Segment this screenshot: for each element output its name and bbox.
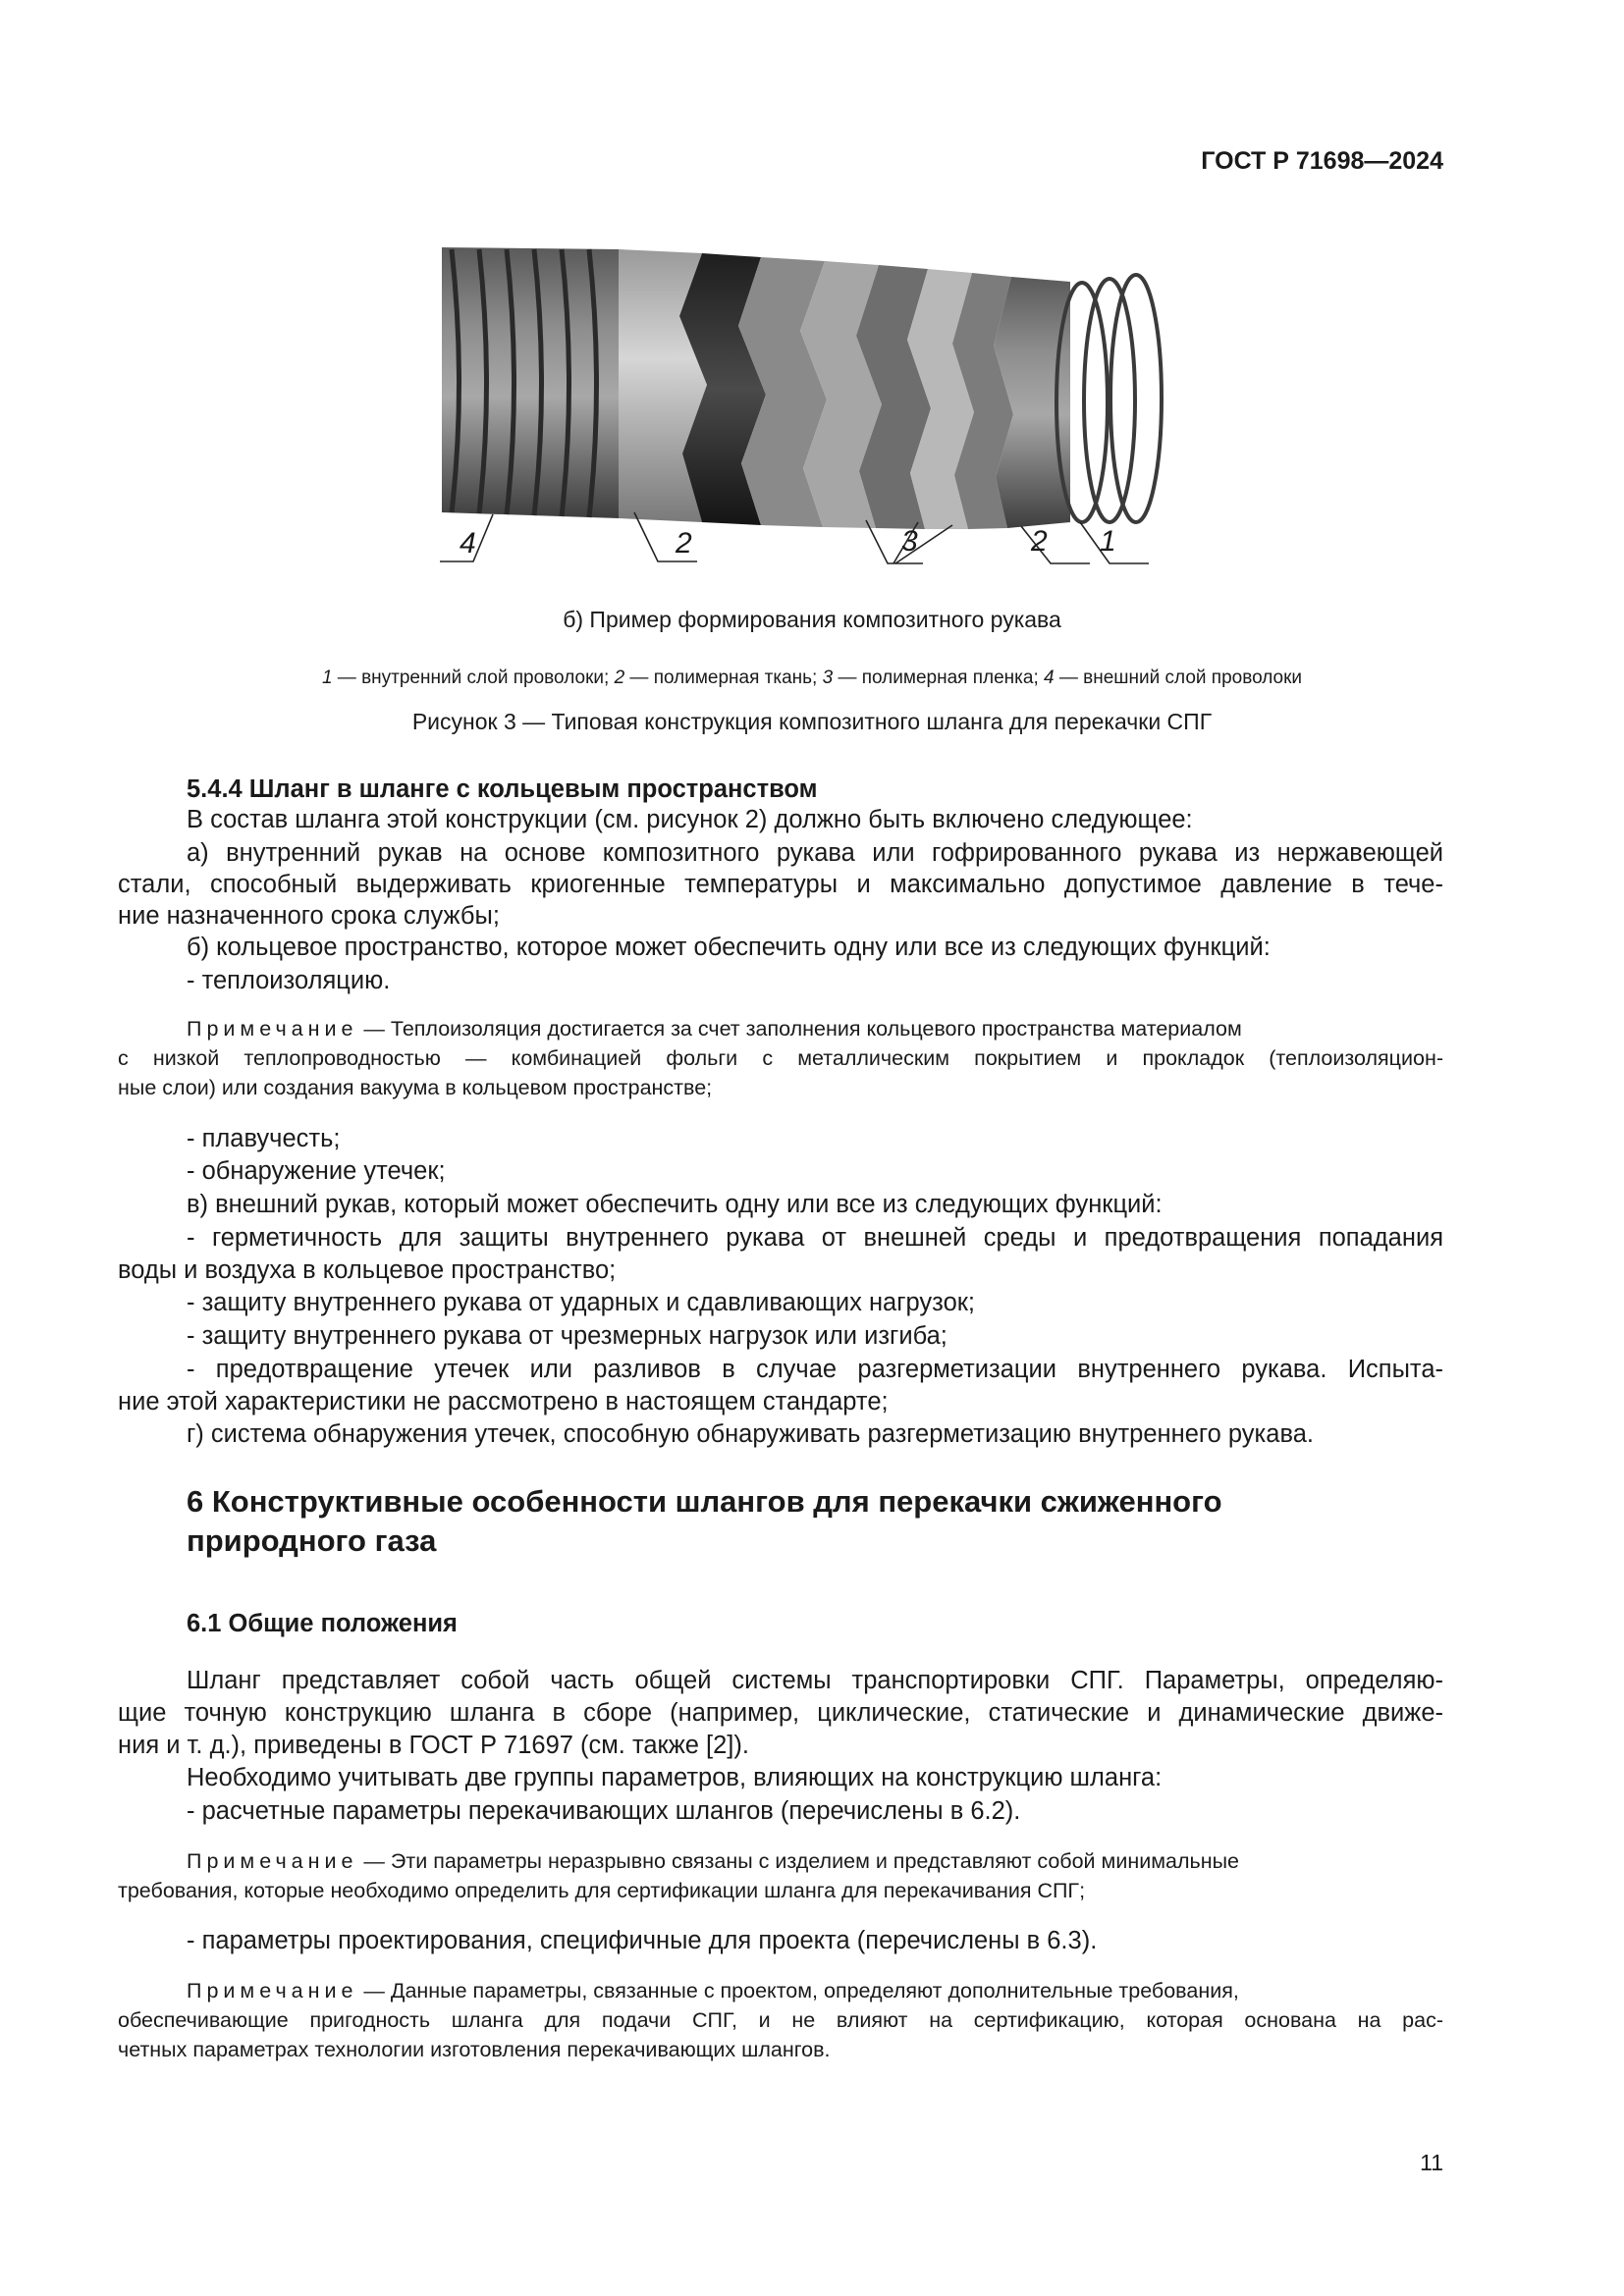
note-line: требования, которые необходимо определить для сертификации шланга для перекачивания СПГ; [118, 1879, 1086, 1902]
legend-num-1: 1 [321, 667, 333, 688]
note-text: Теплоизоляция достигается за счет заполнения кольцевого пространства материалом [390, 1017, 1242, 1041]
paragraph-line: В состав шланга этой конструкции (см. рисунок 2) должно быть включено следующее: [187, 806, 1193, 833]
note-label: Примечание [187, 1849, 358, 1873]
paragraph-line: стали, способный выдерживать криогенные температуры и максимально допустимое давление в тече- [118, 871, 1443, 898]
list-item: - обнаружение утечек; [187, 1157, 446, 1185]
paragraph-line: ние этой характеристики не рассмотрено в настоящем стандарте; [118, 1388, 889, 1415]
note-line: обеспечивающие пригодность шланга для подачи СПГ, и не влияют на сертификацию, которая основана на рас- [118, 2008, 1443, 2032]
note-line [187, 1977, 1239, 2005]
list-item: - расчетные параметры перекачивающих шлангов (перечислены в 6.2). [187, 1797, 1021, 1825]
paragraph-line: Шланг представляет собой часть общей системы транспортировки СПГ. Параметры, определяю- [187, 1667, 1443, 1694]
composite-hose-illustration [422, 228, 1168, 581]
legend-text-4: — внешний слой проволоки [1054, 667, 1303, 688]
list-item: - защиту внутреннего рукава от ударных и сдавливающих нагрузок; [187, 1289, 975, 1316]
section-heading-6-cont: природного газа [187, 1523, 437, 1558]
section-heading-6-1: 6.1 Общие положения [187, 1610, 458, 1637]
note-dash: — [357, 1017, 391, 1041]
note-dash: — [357, 1849, 391, 1873]
document-code: ГОСТ Р 71698—2024 [1201, 147, 1443, 175]
note-text: Эти параметры неразрывно связаны с изделием и представляют собой минимальные [390, 1849, 1239, 1873]
paragraph-line: щие точную конструкцию шланга в сборе (например, циклические, статические и динамические движе- [118, 1699, 1443, 1727]
legend-num-4: 4 [1044, 667, 1055, 688]
list-item: - теплоизоляцию. [187, 967, 391, 994]
list-item: - предотвращение утечек или разливов в случае разгерметизации внутреннего рукава. Испыта- [187, 1356, 1443, 1383]
legend-num-3: 3 [822, 667, 834, 688]
paragraph-line: Необходимо учитывать две группы параметров, влияющих на конструкцию шланга: [187, 1764, 1163, 1791]
callout-2b: 2 [1031, 525, 1048, 558]
callout-4: 4 [460, 527, 476, 560]
legend-text-1: — внутренний слой проволоки; [332, 667, 615, 688]
paragraph-line: а) внутренний рукав на основе композитного рукава или гофрированного рукава из нержавеющей [187, 839, 1443, 867]
legend-num-2: 2 [614, 667, 625, 688]
paragraph-line: б) кольцевое пространство, которое может обеспечить одну или все из следующих функций: [187, 934, 1271, 961]
callout-2: 2 [676, 527, 692, 560]
list-item: - плавучесть; [187, 1125, 341, 1152]
figure-title: Рисунок 3 — Типовая конструкция композитного шланга для перекачки СПГ [411, 709, 1213, 734]
list-item: - герметичность для защиты внутреннего рукава от внешней среды и предотвращения попадания [187, 1224, 1443, 1252]
figure-legend [118, 667, 1506, 689]
section-heading-6: 6 Конструктивные особенности шлангов для перекачки сжиженного [187, 1484, 1222, 1519]
callout-1: 1 [1100, 525, 1116, 558]
list-item: - защиту внутреннего рукава от чрезмерных нагрузок или изгиба; [187, 1322, 947, 1350]
page-number: 11 [1420, 2150, 1443, 2175]
note-label: Примечание [187, 1017, 358, 1041]
list-item: - параметры проектирования, специфичные для проекта (перечислены в 6.3). [187, 1927, 1098, 1954]
paragraph-line: ние назначенного срока службы; [118, 902, 500, 930]
hose-figure [422, 228, 1168, 581]
note-line: четных параметрах технологии изготовления перекачивающих шлангов. [118, 2038, 831, 2061]
note-label: Примечание [187, 1979, 358, 2002]
paragraph-line: в) внешний рукав, который может обеспечить одну или все из следующих функций: [187, 1191, 1163, 1218]
paragraph-line: ния и т. д.), приведены в ГОСТ Р 71697 (см. также [2]). [118, 1732, 749, 1759]
paragraph-line: г) система обнаружения утечек, способную обнаруживать разгерметизацию внутреннего рукава. [187, 1420, 1314, 1448]
legend-text-3: — полимерная пленка; [833, 667, 1044, 688]
note-line [187, 1847, 1239, 1876]
section-heading-5-4-4: 5.4.4 Шланг в шланге с кольцевым пространством [187, 775, 818, 803]
legend-text-2: — полимерная ткань; [624, 667, 823, 688]
note-line [187, 1015, 1242, 1043]
callout-3: 3 [901, 525, 918, 558]
note-line: ные слои) или создания вакуума в кольцевом пространстве; [118, 1076, 713, 1099]
note-text: Данные параметры, связанные с проектом, определяют дополнительные требования, [390, 1979, 1239, 2002]
note-dash: — [357, 1979, 391, 2002]
paragraph-line: воды и воздуха в кольцевое пространство; [118, 1256, 617, 1284]
figure-subcaption: б) Пример формирования композитного рукава [563, 607, 1061, 632]
note-line: с низкой теплопроводностью — комбинацией фольги с металлическим покрытием и прокладок (теплоизоляцион- [118, 1046, 1443, 1070]
